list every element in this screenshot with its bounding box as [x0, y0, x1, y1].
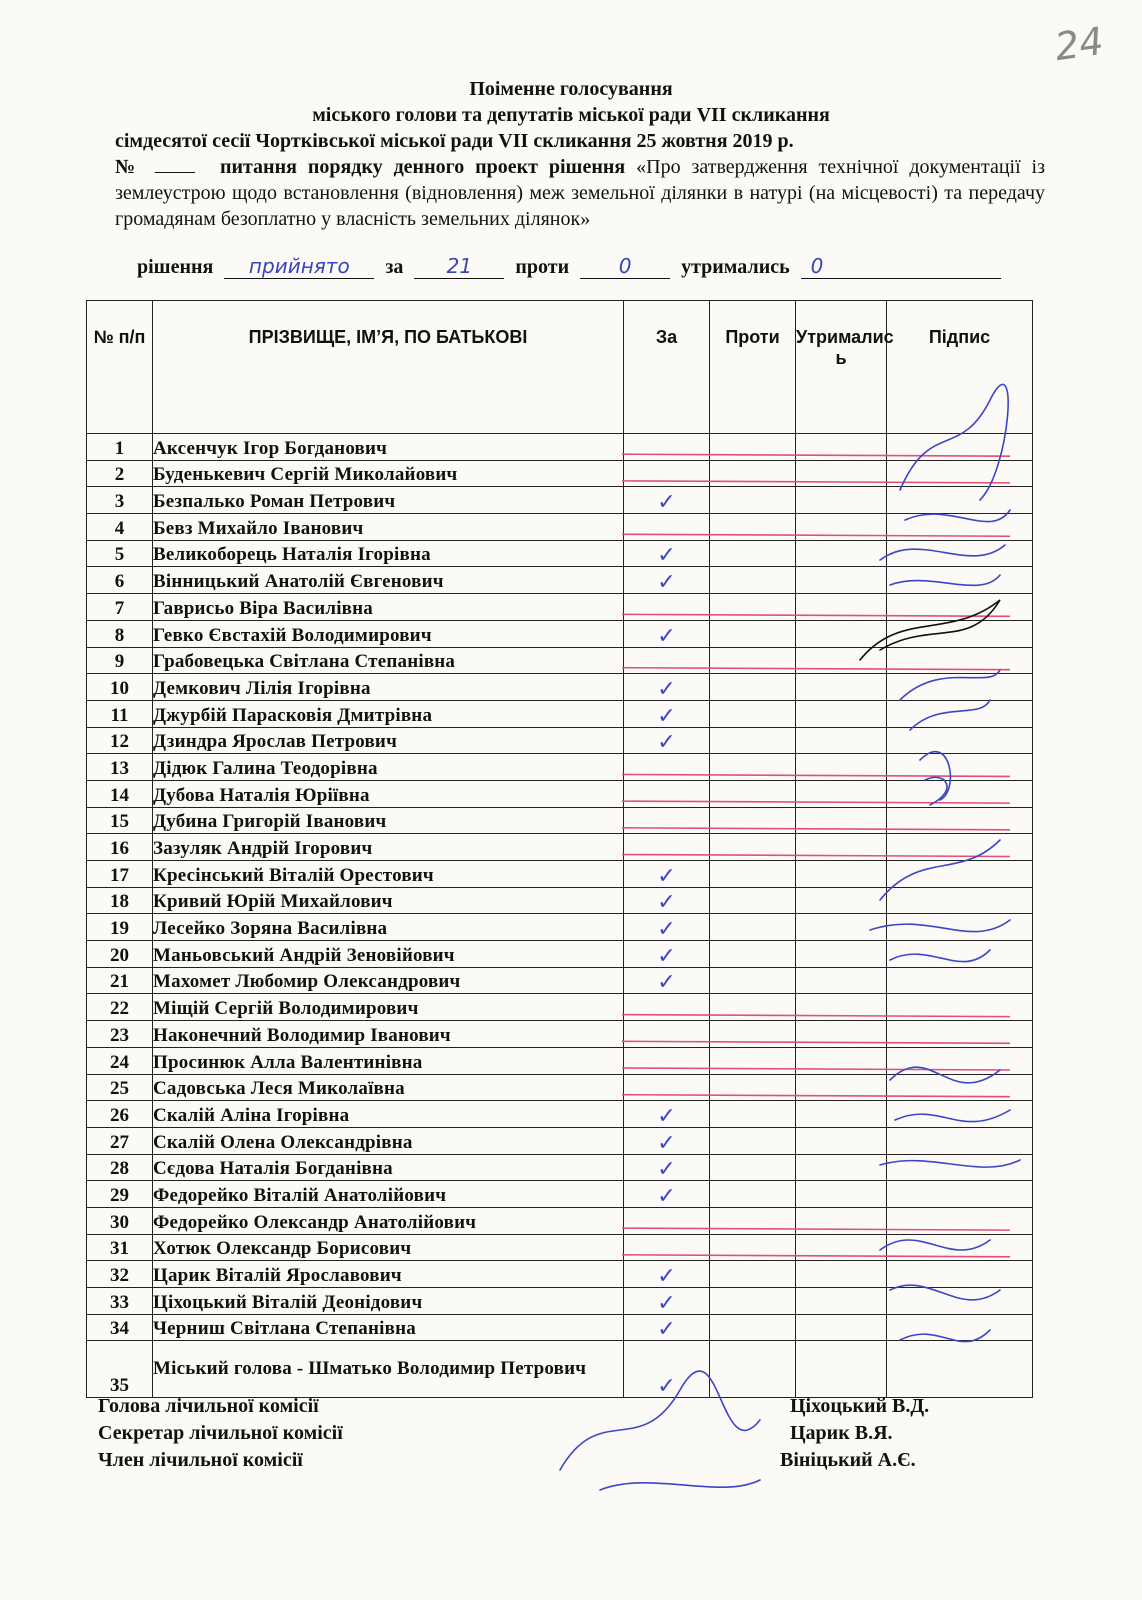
row-signature: [887, 861, 1033, 888]
table-row: [87, 994, 1033, 1021]
row-number: 18: [87, 887, 153, 914]
row-number: 15: [87, 807, 153, 834]
row-signature: [887, 1154, 1033, 1181]
header-against: Проти: [710, 301, 796, 434]
row-abstain: [796, 1207, 887, 1234]
row-signature: [887, 1288, 1033, 1315]
table-row: [87, 434, 1033, 461]
table-row: [87, 834, 1033, 861]
row-name: Дубова Наталія Юріївна: [153, 780, 624, 807]
row-number: 20: [87, 941, 153, 968]
against-count: 0: [580, 254, 670, 279]
row-abstain: [796, 434, 887, 461]
row-name: Кресінський Віталій Орестович: [153, 861, 624, 888]
row-for: [624, 1074, 710, 1101]
checkmark-icon: ✓: [657, 623, 676, 649]
session-line: сімдесятої сесії Чортківської міської ради VII скликання 25 жовтня 2019 р.: [115, 130, 794, 152]
table-row: [87, 941, 1033, 968]
row-signature: [887, 1261, 1033, 1288]
row-against: [710, 941, 796, 968]
row-abstain: [796, 861, 887, 888]
table-row: [87, 914, 1033, 941]
row-abstain: [796, 807, 887, 834]
row-abstain: [796, 674, 887, 701]
row-for: [624, 620, 710, 647]
commission-role-2: Секретар лічильної комісії: [98, 1422, 343, 1444]
row-against: [710, 1127, 796, 1154]
checkmark-icon: ✓: [657, 490, 676, 516]
row-against: [710, 887, 796, 914]
row-number: 2: [87, 460, 153, 487]
row-number: 1: [87, 434, 153, 461]
row-number: 33: [87, 1288, 153, 1315]
row-name: Великоборець Наталія Ігорівна: [153, 540, 624, 567]
row-abstain: [796, 1021, 887, 1048]
table-row: [87, 1074, 1033, 1101]
row-against: [710, 727, 796, 754]
table-row: [87, 1314, 1033, 1341]
row-number: 29: [87, 1181, 153, 1208]
against-label: проти: [515, 256, 570, 278]
row-abstain: [796, 727, 887, 754]
row-against: [710, 1288, 796, 1315]
row-number: 26: [87, 1101, 153, 1128]
row-number: 30: [87, 1207, 153, 1234]
page-number: 24: [1052, 18, 1107, 70]
row-signature: [887, 434, 1033, 461]
checkmark-icon: ✓: [657, 1157, 676, 1183]
header-name: ПРІЗВИЩЕ, ІМ’Я, ПО БАТЬКОВІ: [153, 301, 624, 434]
row-for: [624, 1234, 710, 1261]
checkmark-icon: ✓: [657, 570, 676, 596]
checkmark-icon: ✓: [657, 676, 676, 702]
question-number-blank: [155, 172, 195, 173]
row-number: 6: [87, 567, 153, 594]
row-for: [624, 941, 710, 968]
row-against: [710, 647, 796, 674]
table-row: [87, 1261, 1033, 1288]
checkmark-icon: ✓: [657, 1290, 676, 1316]
table-row: [87, 700, 1033, 727]
table-row: [87, 861, 1033, 888]
checkmark-icon: ✓: [657, 1183, 676, 1209]
abstain-count: 0: [801, 254, 1001, 279]
row-name: Скалій Аліна Ігорівна: [153, 1101, 624, 1128]
commission-name-2: Царик В.Я.: [790, 1422, 893, 1444]
row-name: Джурбій Парасковія Дмитрівна: [153, 700, 624, 727]
row-number: 22: [87, 994, 153, 1021]
document-title: Поіменне голосування: [469, 78, 673, 100]
row-against: [710, 1207, 796, 1234]
row-against: [710, 1234, 796, 1261]
row-abstain: [796, 780, 887, 807]
row-signature: [887, 780, 1033, 807]
row-against: [710, 620, 796, 647]
vote-table: [86, 300, 1033, 1398]
row-against: [710, 434, 796, 461]
row-name: Дзиндра Ярослав Петрович: [153, 727, 624, 754]
commission-name-3: Вініцький А.Є.: [780, 1449, 916, 1471]
row-abstain: [796, 700, 887, 727]
row-number: 21: [87, 967, 153, 994]
for-count: 21: [414, 254, 504, 279]
row-signature: [887, 1021, 1033, 1048]
row-signature: [887, 941, 1033, 968]
agenda-question: [115, 154, 1045, 232]
row-for: [624, 594, 710, 621]
commission-name-1: Ціхоцький В.Д.: [790, 1395, 930, 1417]
row-for: [624, 674, 710, 701]
row-against: [710, 1154, 796, 1181]
row-against: [710, 1021, 796, 1048]
row-name: Просинюк Алла Валентинівна: [153, 1047, 624, 1074]
row-abstain: [796, 834, 887, 861]
row-signature: [887, 1207, 1033, 1234]
row-signature: [887, 834, 1033, 861]
row-number: 19: [87, 914, 153, 941]
checkmark-icon: ✓: [657, 970, 676, 996]
row-name: Грабовецька Світлана Степанівна: [153, 647, 624, 674]
row-against: [710, 1101, 796, 1128]
table-row: [87, 1101, 1033, 1128]
header-for: За: [624, 301, 710, 434]
row-against: [710, 540, 796, 567]
row-for: [624, 1154, 710, 1181]
row-signature: [887, 700, 1033, 727]
row-for: [624, 1341, 710, 1398]
row-against: [710, 834, 796, 861]
row-signature: [887, 567, 1033, 594]
checkmark-icon: ✓: [657, 730, 676, 756]
row-for: [624, 540, 710, 567]
row-number: 5: [87, 540, 153, 567]
checkmark-icon: ✓: [657, 1103, 676, 1129]
table-row: [87, 967, 1033, 994]
row-for: [624, 967, 710, 994]
row-signature: [887, 887, 1033, 914]
checkmark-icon: ✓: [657, 863, 676, 889]
row-name: Лесейко Зоряна Василівна: [153, 914, 624, 941]
row-signature: [887, 1341, 1033, 1398]
row-against: [710, 994, 796, 1021]
row-for: [624, 514, 710, 541]
decision-line: [137, 254, 1007, 279]
checkmark-icon: ✓: [657, 917, 676, 943]
row-abstain: [796, 460, 887, 487]
commission-role-3: Член лічильної комісії: [98, 1449, 303, 1471]
row-signature: [887, 460, 1033, 487]
row-abstain: [796, 1154, 887, 1181]
row-against: [710, 594, 796, 621]
row-for: [624, 1288, 710, 1315]
row-signature: [887, 807, 1033, 834]
row-signature: [887, 754, 1033, 781]
row-abstain: [796, 1127, 887, 1154]
row-number: 7: [87, 594, 153, 621]
table-row: [87, 514, 1033, 541]
row-signature: [887, 1101, 1033, 1128]
question-number-label: №: [115, 156, 142, 178]
row-signature: [887, 647, 1033, 674]
row-name: Махомет Любомир Олександрович: [153, 967, 624, 994]
row-number: 17: [87, 861, 153, 888]
row-signature: [887, 1234, 1033, 1261]
row-name: Бевз Михайло Іванович: [153, 514, 624, 541]
row-signature: [887, 727, 1033, 754]
table-row: [87, 1047, 1033, 1074]
row-abstain: [796, 1288, 887, 1315]
row-signature: [887, 914, 1033, 941]
row-name: Дубина Григорій Іванович: [153, 807, 624, 834]
row-name: Хотюк Олександр Борисович: [153, 1234, 624, 1261]
row-for: [624, 487, 710, 514]
row-number: 4: [87, 514, 153, 541]
row-abstain: [796, 754, 887, 781]
row-for: [624, 1181, 710, 1208]
row-name: Гаврисьо Віра Василівна: [153, 594, 624, 621]
row-against: [710, 1314, 796, 1341]
row-signature: [887, 514, 1033, 541]
table-row: [87, 754, 1033, 781]
row-number: 9: [87, 647, 153, 674]
row-name: Кривий Юрій Михайлович: [153, 887, 624, 914]
row-against: [710, 487, 796, 514]
document-subtitle: міського голови та депутатів міської ради VII скликання: [312, 104, 830, 126]
table-row: [87, 887, 1033, 914]
row-against: [710, 1074, 796, 1101]
table-row: [87, 1288, 1033, 1315]
row-number: 32: [87, 1261, 153, 1288]
row-abstain: [796, 487, 887, 514]
table-row: [87, 727, 1033, 754]
row-for: [624, 1101, 710, 1128]
row-name: Безпалько Роман Петрович: [153, 487, 624, 514]
row-for: [624, 1207, 710, 1234]
row-name: Буденькевич Сергій Миколайович: [153, 460, 624, 487]
row-for: [624, 727, 710, 754]
commission-role-1: Голова лічильної комісії: [98, 1395, 319, 1417]
row-for: [624, 1127, 710, 1154]
table-row: [87, 674, 1033, 701]
row-against: [710, 1341, 796, 1398]
table-row: [87, 1234, 1033, 1261]
row-name: Міщій Сергій Володимирович: [153, 994, 624, 1021]
row-name: Аксенчук Ігор Богданович: [153, 434, 624, 461]
row-abstain: [796, 647, 887, 674]
checkmark-icon: ✓: [657, 890, 676, 916]
row-name: Федорейко Олександр Анатолійович: [153, 1207, 624, 1234]
row-number: 12: [87, 727, 153, 754]
row-against: [710, 700, 796, 727]
row-number: 16: [87, 834, 153, 861]
row-against: [710, 1261, 796, 1288]
row-name: Гевко Євстахій Володимирович: [153, 620, 624, 647]
checkmark-icon: ✓: [657, 1317, 676, 1343]
row-name: Федорейко Віталій Анатолійович: [153, 1181, 624, 1208]
row-signature: [887, 1047, 1033, 1074]
question-label: питання порядку денного проект рішення: [219, 156, 626, 178]
table-row: [87, 540, 1033, 567]
row-abstain: [796, 887, 887, 914]
row-signature: [887, 1181, 1033, 1208]
row-signature: [887, 594, 1033, 621]
row-abstain: [796, 994, 887, 1021]
row-for: [624, 861, 710, 888]
row-name: Садовська Леся Миколаївна: [153, 1074, 624, 1101]
row-abstain: [796, 1181, 887, 1208]
row-name: Скалій Олена Олександрівна: [153, 1127, 624, 1154]
row-for: [624, 994, 710, 1021]
table-row: [87, 594, 1033, 621]
row-abstain: [796, 1341, 887, 1398]
row-signature: [887, 540, 1033, 567]
row-for: [624, 1047, 710, 1074]
row-number: 31: [87, 1234, 153, 1261]
row-number: 10: [87, 674, 153, 701]
row-abstain: [796, 514, 887, 541]
row-number: 34: [87, 1314, 153, 1341]
row-abstain: [796, 914, 887, 941]
table-row: [87, 487, 1033, 514]
row-number: 11: [87, 700, 153, 727]
header-number: № п/п: [87, 301, 153, 434]
row-abstain: [796, 1314, 887, 1341]
table-row: [87, 1207, 1033, 1234]
row-against: [710, 967, 796, 994]
row-abstain: [796, 1074, 887, 1101]
row-number: 3: [87, 487, 153, 514]
row-against: [710, 460, 796, 487]
for-label: за: [385, 256, 404, 278]
row-against: [710, 1181, 796, 1208]
table-row: [87, 1127, 1033, 1154]
table-row: [87, 1021, 1033, 1048]
row-abstain: [796, 594, 887, 621]
row-signature: [887, 1074, 1033, 1101]
row-abstain: [796, 567, 887, 594]
row-abstain: [796, 620, 887, 647]
row-abstain: [796, 1261, 887, 1288]
row-name: Демкович Лілія Ігорівна: [153, 674, 624, 701]
row-abstain: [796, 1101, 887, 1128]
row-signature: [887, 994, 1033, 1021]
row-abstain: [796, 1047, 887, 1074]
checkmark-icon: ✓: [657, 1130, 676, 1156]
row-number: 8: [87, 620, 153, 647]
row-name: Царик Віталій Ярославович: [153, 1261, 624, 1288]
decision-label: рішення: [137, 256, 214, 278]
row-for: [624, 754, 710, 781]
row-against: [710, 914, 796, 941]
table-row: [87, 1181, 1033, 1208]
checkmark-icon: ✓: [657, 1374, 676, 1400]
row-signature: [887, 674, 1033, 701]
row-against: [710, 807, 796, 834]
row-against: [710, 780, 796, 807]
row-against: [710, 754, 796, 781]
row-for: [624, 780, 710, 807]
row-for: [624, 914, 710, 941]
row-for: [624, 460, 710, 487]
row-for: [624, 567, 710, 594]
row-for: [624, 1261, 710, 1288]
row-name: Наконечний Володимир Іванович: [153, 1021, 624, 1048]
checkmark-icon: ✓: [657, 943, 676, 969]
row-signature: [887, 620, 1033, 647]
row-for: [624, 647, 710, 674]
row-number: 27: [87, 1127, 153, 1154]
row-number: 35: [87, 1341, 153, 1398]
row-signature: [887, 1127, 1033, 1154]
row-against: [710, 567, 796, 594]
vote-table-header: [87, 301, 1033, 434]
row-name: Вінницький Анатолій Євгенович: [153, 567, 624, 594]
abstain-label: утримались: [681, 256, 790, 278]
checkmark-icon: ✓: [657, 703, 676, 729]
row-number: 25: [87, 1074, 153, 1101]
table-row: [87, 1341, 1033, 1398]
row-against: [710, 674, 796, 701]
table-row: [87, 567, 1033, 594]
row-signature: [887, 1314, 1033, 1341]
row-for: [624, 434, 710, 461]
checkmark-icon: ✓: [657, 543, 676, 569]
row-for: [624, 700, 710, 727]
row-against: [710, 861, 796, 888]
row-signature: [887, 487, 1033, 514]
table-row: [87, 620, 1033, 647]
header-signature: Підпис: [887, 301, 1033, 434]
row-name: Міський голова - Шматько Володимир Петрович: [153, 1341, 624, 1398]
row-abstain: [796, 967, 887, 994]
row-name: Маньовський Андрій Зеновійович: [153, 941, 624, 968]
question-text: «Про затвердження технічної документації із землеустрою щодо встановлення (відновлення) меж земельної ділянки в натурі (на місцевості) та передачу громадянам безоплатно у власність земельних ділянок»: [115, 156, 1046, 230]
row-name: Черниш Світлана Степанівна: [153, 1314, 624, 1341]
header-abstain: Утрималис ь: [796, 301, 887, 434]
row-for: [624, 834, 710, 861]
row-name: Зазуляк Андрій Ігорович: [153, 834, 624, 861]
row-abstain: [796, 941, 887, 968]
row-name: Ціхоцький Віталій Деонідович: [153, 1288, 624, 1315]
table-row: [87, 460, 1033, 487]
row-against: [710, 514, 796, 541]
row-signature: [887, 967, 1033, 994]
row-number: 23: [87, 1021, 153, 1048]
row-number: 24: [87, 1047, 153, 1074]
table-row: [87, 647, 1033, 674]
row-for: [624, 887, 710, 914]
row-abstain: [796, 1234, 887, 1261]
decision-result: прийнято: [224, 254, 374, 279]
row-against: [710, 1047, 796, 1074]
row-for: [624, 1314, 710, 1341]
row-number: 13: [87, 754, 153, 781]
row-for: [624, 1021, 710, 1048]
row-for: [624, 807, 710, 834]
table-row: [87, 780, 1033, 807]
table-row: [87, 1154, 1033, 1181]
row-number: 14: [87, 780, 153, 807]
row-name: Дідюк Галина Теодорівна: [153, 754, 624, 781]
row-abstain: [796, 540, 887, 567]
row-name: Сєдова Наталія Богданівна: [153, 1154, 624, 1181]
table-row: [87, 807, 1033, 834]
checkmark-icon: ✓: [657, 1264, 676, 1289]
row-number: 28: [87, 1154, 153, 1181]
